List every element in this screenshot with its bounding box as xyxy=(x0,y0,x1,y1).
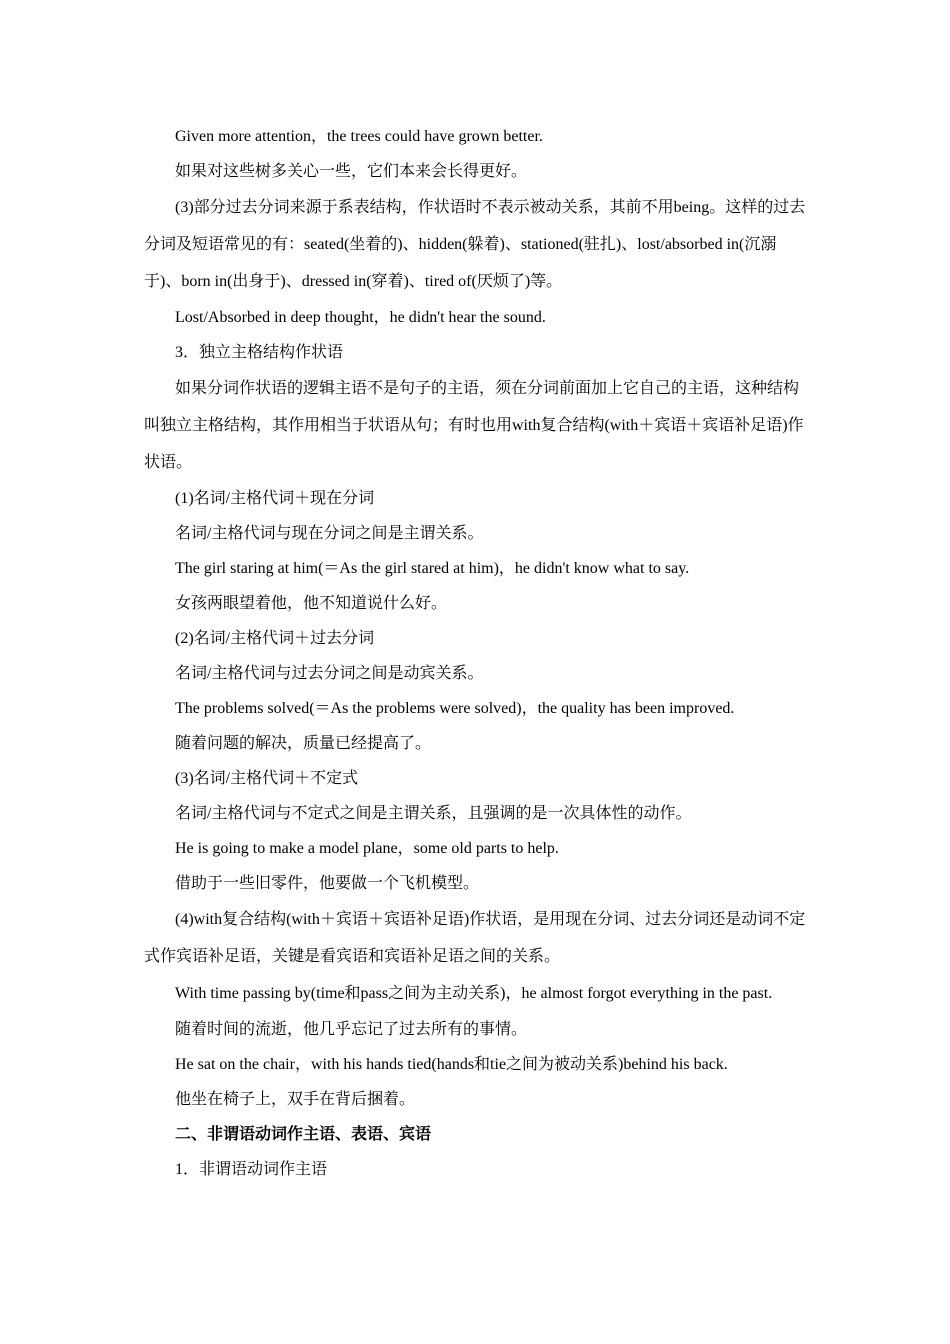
example-sentence-en: Given more attention，the trees could have grown better. xyxy=(175,128,543,145)
example-sentence-cn: 借助于一些旧零件，他要做一个飞机模型。 xyxy=(175,875,480,892)
grammar-rule-paragraph: (4)with复合结构(with＋宾语＋宾语补足语)作状语，是用现在分词、过去分词还是动词不定式作宾语补足语，关键是看宾语和宾语补足语之间的关系。 xyxy=(144,911,806,965)
example-sentence-en: The problems solved(＝As the problems were solved)，the quality has been improved. xyxy=(175,700,735,717)
example-sentence-cn: 随着时间的流逝，他几乎忘记了过去所有的事情。 xyxy=(175,1021,528,1038)
grammar-rule-paragraph: 名词/主格代词与不定式之间是主谓关系，且强调的是一次具体性的动作。 xyxy=(175,805,692,822)
example-sentence-en: He is going to make a model plane，some old parts to help. xyxy=(175,840,559,857)
section-heading: 3．独立主格结构作状语 xyxy=(175,344,344,361)
chapter-heading: 二、非谓语动词作主语、表语、宾语 xyxy=(175,1126,432,1143)
subsection-heading: (2)名词/主格代词＋过去分词 xyxy=(175,630,375,647)
example-sentence-en: Lost/Absorbed in deep thought，he didn't hear the sound. xyxy=(175,309,546,326)
grammar-rule-paragraph: (3)部分过去分词来源于系表结构，作状语时不表示被动关系，其前不用being。这样的过去分词及短语常见的有：seated(坐着的)、hidden(躲着)、stationed(驻扎)、lost/absorbed in(沉溺于)、born in(出身于)、dressed in(穿着)、tired of(厌烦了)等。 xyxy=(144,199,806,290)
subsection-heading: (1)名词/主格代词＋现在分词 xyxy=(175,490,375,507)
example-sentence-cn: 如果对这些树多关心一些，它们本来会长得更好。 xyxy=(175,163,528,180)
example-sentence-cn: 随着问题的解决，质量已经提高了。 xyxy=(175,735,432,752)
example-sentence-cn: 女孩两眼望着他，他不知道说什么好。 xyxy=(175,595,448,612)
example-sentence-cn: 他坐在椅子上，双手在背后捆着。 xyxy=(175,1091,416,1108)
grammar-rule-paragraph: 名词/主格代词与过去分词之间是动宾关系。 xyxy=(175,665,484,682)
grammar-rule-paragraph: 如果分词作状语的逻辑主语不是句子的主语，须在分词前面加上它自己的主语，这种结构叫独立主格结构，其作用相当于状语从句；有时也用with复合结构(with＋宾语＋宾语补足语)作状语。 xyxy=(144,380,804,471)
section-heading: 1．非谓语动词作主语 xyxy=(175,1161,328,1178)
subsection-heading: (3)名词/主格代词＋不定式 xyxy=(175,770,359,787)
example-sentence-en: The girl staring at him(＝As the girl stared at him)，he didn't know what to say. xyxy=(175,560,690,577)
document-body xyxy=(144,119,808,1187)
example-sentence-en: He sat on the chair，with his hands tied(hands和tie之间为被动关系)behind his back. xyxy=(175,1056,728,1073)
grammar-rule-paragraph: 名词/主格代词与现在分词之间是主谓关系。 xyxy=(175,525,484,542)
example-sentence-en: With time passing by(time和pass之间为主动关系)，he almost forgot everything in the past. xyxy=(175,985,773,1002)
